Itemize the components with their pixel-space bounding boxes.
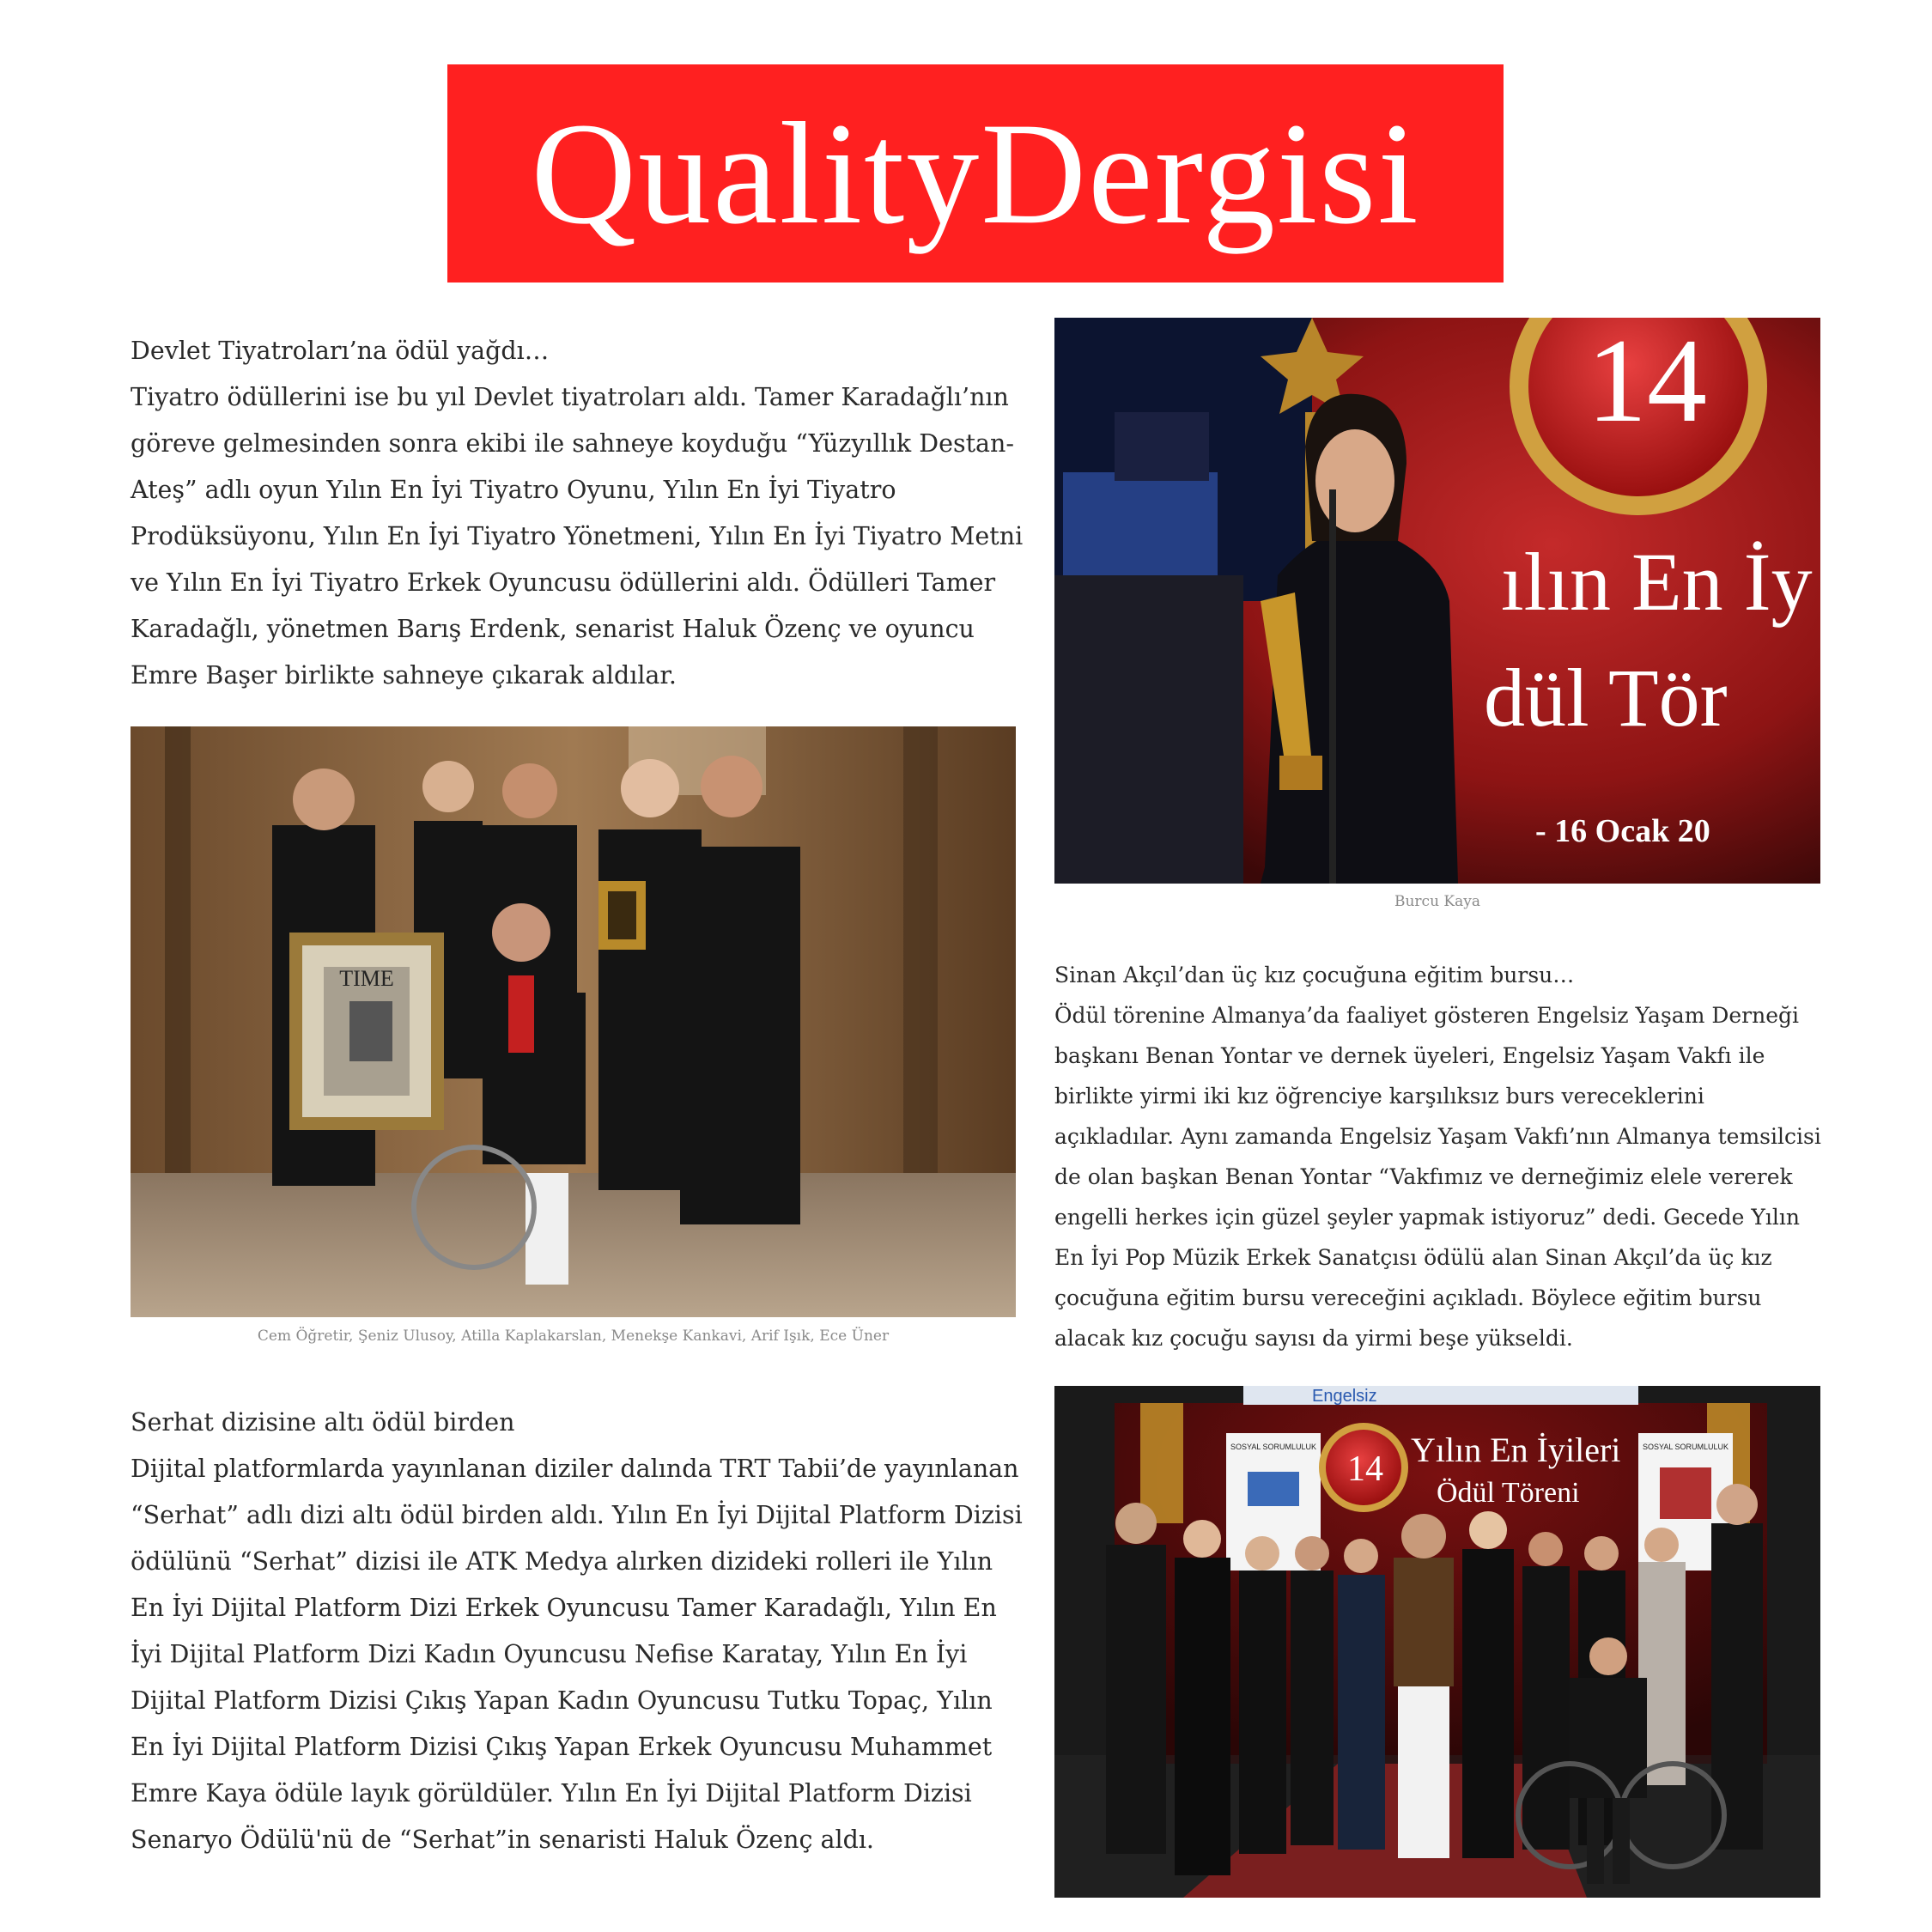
photo-group-red-carpet-image <box>1054 1386 1820 1898</box>
article-heading: Devlet Tiyatroları’na ödül yağdı… <box>131 337 550 365</box>
photo-group-red-carpet <box>1054 1386 1820 1898</box>
article-body: Ödül törenine Almanya’da faaliyet gösteren Engelsiz Yaşam Derneği başkanı Benan Yontar ve dernek üyeleri, Engelsiz Yaşam Vakfı ile birlikte yirmi iki kız öğrenciye karşılıksız burs vereceklerini açıkladılar. Aynı zamanda Engelsiz Yaşam Vakfı’nın Almanya temsilcisi de olan başkan Benan Yontar “Vakfımız ve derneğimiz elele vererek engelli herkes için güzel şeyler yapmak istiyoruz” dedi. Gecede Yılın En İyi Pop Müzik Erkek Sanatçısı ödülü alan Sinan Akçıl’da üç kız çocuğuna eğitim bursu vereceğini açıkladı. Böylece eğitim bursu alacak kız çocuğu sayısı da yirmi beşe yükseldi. <box>1054 1003 1821 1351</box>
photo-burcu-kaya-image <box>1054 318 1820 884</box>
magazine-logo: QualityDergisi <box>531 93 1420 254</box>
photo-caption-right: Burcu Kaya <box>1394 893 1481 910</box>
backdrop-date: - 16 Ocak 20 <box>1535 813 1710 849</box>
photo-group-award <box>131 726 1016 1317</box>
panel-label-right: SOSYAL SORUMLULUK <box>1642 1443 1729 1451</box>
article-scholarship <box>1054 955 1827 1358</box>
masthead <box>447 64 1504 283</box>
article-heading: Sinan Akçıl’dan üç kız çocuğuna eğitim bursu… <box>1054 963 1575 987</box>
photo-caption-left: Cem Öğretir, Şeniz Ulusoy, Atilla Kaplakarslan, Menekşe Kankavi, Arif Işık, Ece Üner <box>257 1327 890 1345</box>
backdrop-line-2: dül Tör <box>1484 652 1728 744</box>
backdrop-line-1: ılın En İy <box>1501 536 1813 628</box>
badge-number: 14 <box>1347 1449 1383 1489</box>
article-body: Dijital platformlarda yayınlanan diziler dalında TRT Tabii’de yayınlanan “Serhat” adlı dizi altı ödül birden aldı. Yılın En İyi Dijital Platform Dizisi ödülünü “Serhat” dizisi ile ATK Medya alırken dizideki rolleri ile Yılın En İyi Dijital Platform Dizi Erkek Oyuncusu Tamer Karadağlı, Yılın En İyi Dijital Platform Dizi Kadın Oyuncusu Nefise Karatay, Yılın En İyi Dijital Platform Dizisi Çıkış Yapan Kadın Oyuncusu Tutku Topaç, Yılın En İyi Dijital Platform Dizisi Çıkış Yapan Erkek Oyuncusu Muhammet Emre Kaya ödüle layık görüldüler. Yılın En İyi Dijital Platform Dizisi Senaryo Ödülü'nü de “Serhat”in senaristi Haluk Özenç aldı. <box>131 1455 1023 1854</box>
photo-burcu-kaya <box>1054 318 1820 884</box>
article-heading: Serhat dizisine altı ödül birden <box>131 1408 515 1437</box>
article-serhat <box>131 1400 1024 1863</box>
article-theatre <box>131 328 1024 699</box>
backdrop-title-2: Ödül Töreni <box>1437 1477 1580 1509</box>
backdrop-title-1: Yılın En İyileri <box>1411 1431 1621 1469</box>
article-body: Tiyatro ödüllerini ise bu yıl Devlet tiyatroları aldı. Tamer Karadağlı’nın göreve gelmesinden sonra ekibi ile sahneye koyduğu “Yüzyıllık Destan-Ateş” adlı oyun Yılın En İyi Tiyatro Oyunu, Yılın En İyi Tiyatro Prodüksüyonu, Yılın En İyi Tiyatro Yönetmeni, Yılın En İyi Tiyatro Metni ve Yılın En İyi Tiyatro Erkek Oyuncusu ödüllerini aldı. Ödülleri Tamer Karadağlı, yönetmen Barış Erdenk, senarist Haluk Özenç ve oyuncu Emre Başer birlikte sahneye çıkarak aldılar. <box>131 383 1024 690</box>
panel-label-left: SOSYAL SORUMLULUK <box>1230 1443 1317 1451</box>
backdrop-badge-number: 14 <box>1587 318 1707 447</box>
frame-label: TIME <box>339 966 394 991</box>
backdrop-top-text: Engelsiz <box>1312 1387 1377 1406</box>
photo-group-award-image <box>131 726 1016 1317</box>
